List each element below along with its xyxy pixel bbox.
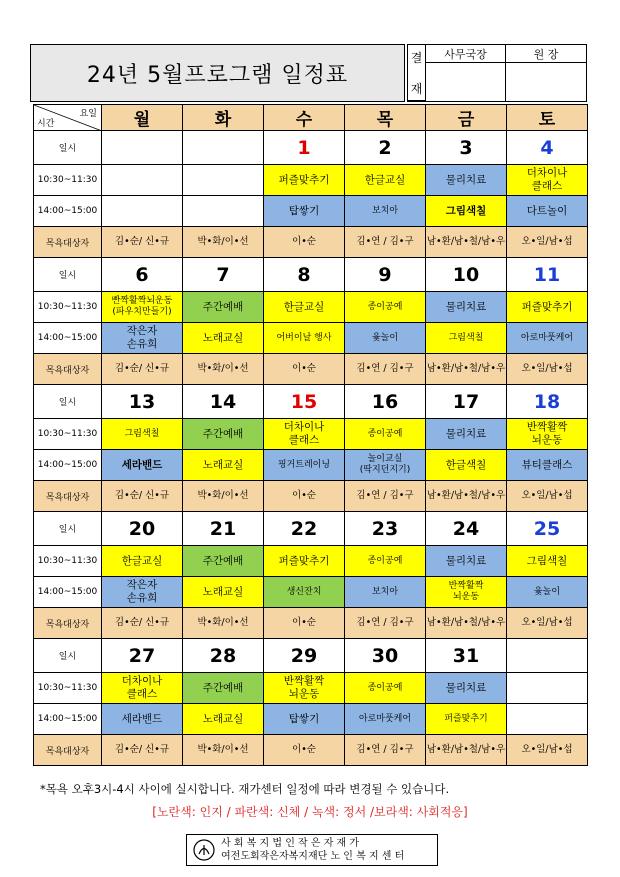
activity-cell: 보치아 — [345, 196, 426, 227]
am-activity-row — [34, 292, 588, 323]
member-cell: 이•순 — [264, 735, 345, 766]
approval-col2: 원 장 — [506, 45, 586, 63]
date-cell — [507, 639, 588, 673]
date-cell: 6 — [102, 258, 183, 292]
row-label-members: 목욕대상자 — [34, 227, 102, 258]
member-cell: 이•순 — [264, 481, 345, 512]
activity-cell: 세라밴드 — [102, 704, 183, 735]
approval-col1: 사무국장 — [426, 45, 506, 63]
pm-activity-row — [34, 450, 588, 481]
activity-cell: 종이공예 — [345, 419, 426, 450]
day-header: 수 — [264, 105, 345, 131]
date-cell: 8 — [264, 258, 345, 292]
date-cell: 9 — [345, 258, 426, 292]
row-label-am: 10:30~11:30 — [34, 546, 102, 577]
member-cell: 남•환/남•철/남•우 — [426, 735, 507, 766]
activity-cell: 반짝활짝 뇌운동 — [264, 673, 345, 704]
member-cell: 김•순/ 신•규 — [102, 227, 183, 258]
activity-cell: 노래교실 — [183, 323, 264, 354]
row-label-date: 일시 — [34, 258, 102, 292]
approval-box — [407, 44, 587, 102]
date-cell — [102, 131, 183, 165]
member-cell: 이•순 — [264, 354, 345, 385]
date-cell: 31 — [426, 639, 507, 673]
activity-cell: 생신잔치 — [264, 577, 345, 608]
activity-cell: 탑쌓기 — [264, 196, 345, 227]
schedule-table — [33, 104, 588, 766]
date-cell: 2 — [345, 131, 426, 165]
member-cell: 남•환/남•철/남•우 — [426, 354, 507, 385]
activity-cell: 그림색칠 — [102, 419, 183, 450]
member-cell: 오•일/남•섭 — [507, 735, 588, 766]
date-cell: 10 — [426, 258, 507, 292]
activity-cell: 뷰티클래스 — [507, 450, 588, 481]
activity-cell: 물리치료 — [426, 546, 507, 577]
activity-cell: 노래교실 — [183, 577, 264, 608]
row-label-am: 10:30~11:30 — [34, 673, 102, 704]
row-label-members: 목욕대상자 — [34, 608, 102, 639]
date-cell: 15 — [264, 385, 345, 419]
member-cell: 박•화/이•선 — [183, 735, 264, 766]
row-label-members: 목욕대상자 — [34, 735, 102, 766]
row-label-pm: 14:00~15:00 — [34, 323, 102, 354]
date-cell: 1 — [264, 131, 345, 165]
row-label-date: 일시 — [34, 639, 102, 673]
member-cell: 오•일/남•섭 — [507, 608, 588, 639]
member-cell: 김•순/ 신•규 — [102, 735, 183, 766]
activity-cell: 노래교실 — [183, 704, 264, 735]
member-cell: 오•일/남•섭 — [507, 354, 588, 385]
row-label-members: 목욕대상자 — [34, 354, 102, 385]
activity-cell: 작은자 손유희 — [102, 323, 183, 354]
activity-cell: 주간예배 — [183, 546, 264, 577]
header-row — [34, 105, 588, 131]
members-row — [34, 481, 588, 512]
member-cell: 남•환/남•철/남•우 — [426, 481, 507, 512]
activity-cell — [507, 704, 588, 735]
date-cell: 17 — [426, 385, 507, 419]
activity-cell: 한글교실 — [102, 546, 183, 577]
activity-cell — [102, 165, 183, 196]
activity-cell: 윷놀이 — [507, 577, 588, 608]
date-cell: 13 — [102, 385, 183, 419]
footer-line2: 여전도회작은자복지재단 노 인 복 지 센 터 — [221, 851, 405, 862]
row-label-pm: 14:00~15:00 — [34, 577, 102, 608]
date-cell: 21 — [183, 512, 264, 546]
member-cell: 김•연 / 김•구 — [345, 481, 426, 512]
activity-cell — [102, 196, 183, 227]
date-row — [34, 258, 588, 292]
date-cell: 23 — [345, 512, 426, 546]
members-row — [34, 354, 588, 385]
activity-cell: 윷놀이 — [345, 323, 426, 354]
member-cell: 김•순/ 신•규 — [102, 608, 183, 639]
day-header: 토 — [507, 105, 588, 131]
activity-cell: 더차이나 클래스 — [264, 419, 345, 450]
date-cell: 18 — [507, 385, 588, 419]
activity-cell — [183, 196, 264, 227]
member-cell: 오•일/남•섭 — [507, 481, 588, 512]
date-row — [34, 512, 588, 546]
row-label-pm: 14:00~15:00 — [34, 196, 102, 227]
member-cell: 김•순/ 신•규 — [102, 481, 183, 512]
footer-box — [186, 834, 438, 866]
pm-activity-row — [34, 704, 588, 735]
member-cell: 김•순/ 신•규 — [102, 354, 183, 385]
pm-activity-row — [34, 196, 588, 227]
activity-cell: 보치아 — [345, 577, 426, 608]
activity-cell: 다트놀이 — [507, 196, 588, 227]
activity-cell: 더차이나 클래스 — [507, 165, 588, 196]
date-cell: 22 — [264, 512, 345, 546]
activity-cell: 반짝활짝 뇌운동 — [507, 419, 588, 450]
activity-cell: 물리치료 — [426, 673, 507, 704]
activity-cell: 더차이나 클래스 — [102, 673, 183, 704]
day-header: 금 — [426, 105, 507, 131]
activity-cell: 아로마풋케어 — [507, 323, 588, 354]
corner-time-label: 시간 — [37, 119, 55, 129]
date-cell: 27 — [102, 639, 183, 673]
row-label-am: 10:30~11:30 — [34, 419, 102, 450]
date-cell: 14 — [183, 385, 264, 419]
members-row — [34, 227, 588, 258]
row-label-pm: 14:00~15:00 — [34, 704, 102, 735]
date-cell — [183, 131, 264, 165]
title-text: 24년 5월프로그램 일정표 — [86, 62, 349, 88]
member-cell: 김•연 / 김•구 — [345, 227, 426, 258]
activity-cell: 한글색칠 — [426, 450, 507, 481]
corner-day-label: 요일 — [79, 109, 97, 119]
activity-cell: 물리치료 — [426, 292, 507, 323]
row-label-date: 일시 — [34, 512, 102, 546]
row-label-date: 일시 — [34, 385, 102, 419]
activity-cell: 한글교실 — [264, 292, 345, 323]
member-cell: 김•연 / 김•구 — [345, 735, 426, 766]
member-cell: 김•연 / 김•구 — [345, 354, 426, 385]
date-row — [34, 131, 588, 165]
member-cell: 박•화/이•선 — [183, 608, 264, 639]
activity-cell: 물리치료 — [426, 165, 507, 196]
member-cell: 이•순 — [264, 227, 345, 258]
activity-cell: 작은자 손유희 — [102, 577, 183, 608]
activity-cell: 탑쌓기 — [264, 704, 345, 735]
activity-cell: 종이공예 — [345, 546, 426, 577]
activity-cell — [507, 673, 588, 704]
activity-cell: 노래교실 — [183, 450, 264, 481]
member-cell: 오•일/남•섭 — [507, 227, 588, 258]
day-header: 목 — [345, 105, 426, 131]
date-cell: 16 — [345, 385, 426, 419]
color-legend: [노란색: 인지 / 파란색: 신체 / 녹색: 정서 /보라색: 사회적응] — [152, 805, 468, 819]
date-row — [34, 639, 588, 673]
member-cell: 남•환/남•철/남•우 — [426, 608, 507, 639]
date-cell: 24 — [426, 512, 507, 546]
bath-note: *목욕 오후3시-4시 사이에 실시합니다. 재가센터 일정에 따라 변경될 수 있습니다. — [40, 782, 450, 796]
date-cell: 20 — [102, 512, 183, 546]
row-label-members: 목욕대상자 — [34, 481, 102, 512]
row-label-am: 10:30~11:30 — [34, 292, 102, 323]
activity-cell: 그림색칠 — [426, 196, 507, 227]
row-label-date: 일시 — [34, 131, 102, 165]
activity-cell: 퍼즐맞추기 — [264, 546, 345, 577]
activity-cell: 퍼즐맞추기 — [507, 292, 588, 323]
activity-cell: 주간예배 — [183, 292, 264, 323]
pm-activity-row — [34, 577, 588, 608]
member-cell: 박•화/이•선 — [183, 227, 264, 258]
date-cell: 4 — [507, 131, 588, 165]
member-cell: 남•환/남•철/남•우 — [426, 227, 507, 258]
date-cell: 11 — [507, 258, 588, 292]
approval-sign2 — [506, 63, 586, 101]
activity-cell: 주간예배 — [183, 673, 264, 704]
date-row — [34, 385, 588, 419]
pm-activity-row — [34, 323, 588, 354]
activity-cell: 그림색칠 — [507, 546, 588, 577]
members-row — [34, 608, 588, 639]
activity-cell: 핑거트레이닝 — [264, 450, 345, 481]
schedule-body — [34, 131, 588, 766]
date-cell: 7 — [183, 258, 264, 292]
am-activity-row — [34, 419, 588, 450]
member-cell: 김•연 / 김•구 — [345, 608, 426, 639]
activity-cell: 한글교실 — [345, 165, 426, 196]
activity-cell: 어버이날 행사 — [264, 323, 345, 354]
row-label-am: 10:30~11:30 — [34, 165, 102, 196]
date-cell: 29 — [264, 639, 345, 673]
date-cell: 3 — [426, 131, 507, 165]
row-label-pm: 14:00~15:00 — [34, 450, 102, 481]
activity-cell: 그림색칠 — [426, 323, 507, 354]
activity-cell: 물리치료 — [426, 419, 507, 450]
page-title — [30, 44, 405, 102]
members-row — [34, 735, 588, 766]
approval-sign1 — [426, 63, 506, 101]
activity-cell — [183, 165, 264, 196]
activity-cell: 주간예배 — [183, 419, 264, 450]
approval-side-top: 결 — [410, 50, 423, 65]
activity-cell: 아로마풋케어 — [345, 704, 426, 735]
footer-line1: 사 회 복 지 법 인 작 은 자 재 가 — [221, 838, 360, 849]
member-cell: 박•화/이•선 — [183, 481, 264, 512]
day-header: 화 — [183, 105, 264, 131]
approval-side-bottom: 재 — [410, 81, 423, 96]
activity-cell: 종이공예 — [345, 673, 426, 704]
activity-cell: 종이공예 — [345, 292, 426, 323]
activity-cell: 놀이교실 (딱지던지기) — [345, 450, 426, 481]
am-activity-row — [34, 546, 588, 577]
activity-cell: 반짝활짝 뇌운동 — [426, 577, 507, 608]
activity-cell: 세라밴드 — [102, 450, 183, 481]
activity-cell: 퍼즐맞추기 — [426, 704, 507, 735]
member-cell: 이•순 — [264, 608, 345, 639]
date-cell: 25 — [507, 512, 588, 546]
am-activity-row — [34, 165, 588, 196]
am-activity-row — [34, 673, 588, 704]
activity-cell: 빤짝활짝뇌운동 (파우치만들기) — [102, 292, 183, 323]
member-cell: 박•화/이•선 — [183, 354, 264, 385]
date-cell: 30 — [345, 639, 426, 673]
organization-logo-icon — [193, 839, 215, 861]
activity-cell: 퍼즐맞추기 — [264, 165, 345, 196]
approval-side-label — [408, 45, 426, 101]
day-header: 월 — [102, 105, 183, 131]
date-cell: 28 — [183, 639, 264, 673]
corner-cell — [34, 105, 102, 131]
